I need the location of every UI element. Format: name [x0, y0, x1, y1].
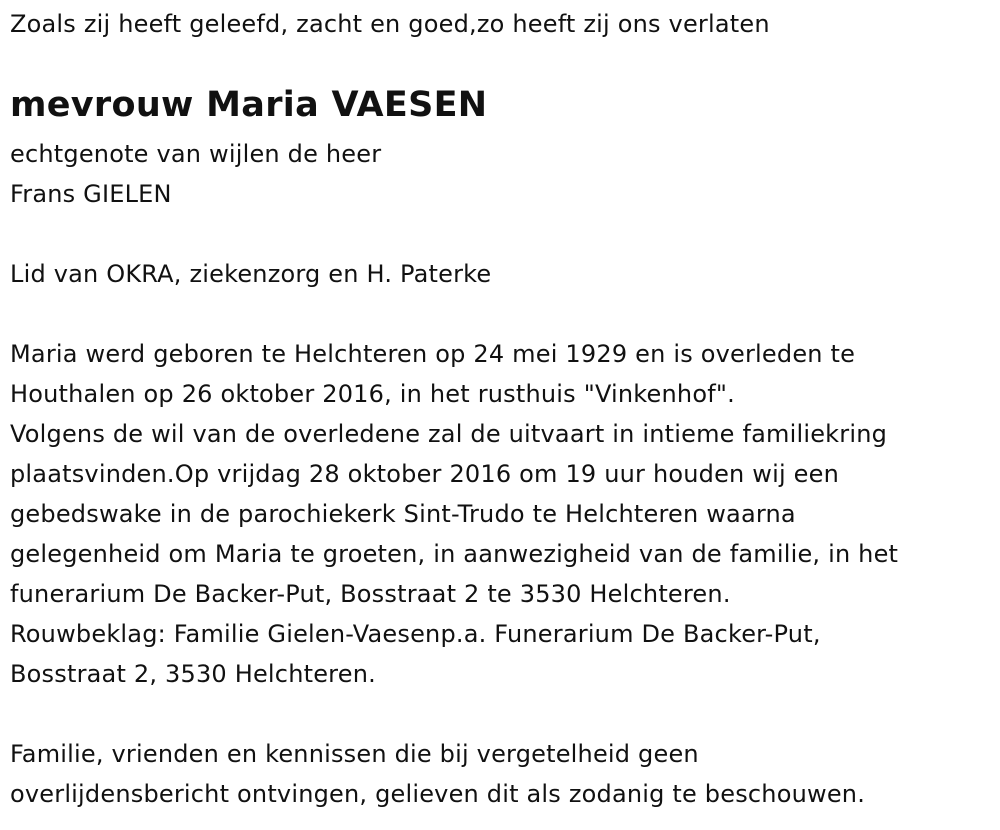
- body-line: Rouwbeklag: Familie Gielen-Vaesenp.a. Funerarium De Backer-Put,: [10, 620, 821, 648]
- spouse-name: Frans GIELEN: [10, 180, 172, 208]
- closing-line: overlijdensbericht ontvingen, gelieven dit als zodanig te beschouwen.: [10, 780, 866, 808]
- body-line: gelegenheid om Maria te groeten, in aanwezigheid van de familie, in het: [10, 540, 899, 568]
- closing-line: Familie, vrienden en kennissen die bij vergetelheid geen: [10, 740, 699, 768]
- motto-line: Zoals zij heeft geleefd, zacht en goed,zo heeft zij ons verlaten: [10, 10, 770, 38]
- body-line: Bosstraat 2, 3530 Helchteren.: [10, 660, 376, 688]
- spouse-relation: echtgenote van wijlen de heer: [10, 140, 382, 168]
- body-line: plaatsvinden.Op vrijdag 28 oktober 2016 om 19 uur houden wij een: [10, 460, 840, 488]
- membership-line: Lid van OKRA, ziekenzorg en H. Paterke: [10, 260, 492, 288]
- body-line: Houthalen op 26 oktober 2016, in het rusthuis "Vinkenhof".: [10, 380, 735, 408]
- body-line: Maria werd geboren te Helchteren op 24 mei 1929 en is overleden te: [10, 340, 856, 368]
- body-line: Volgens de wil van de overledene zal de uitvaart in intieme familiekring: [10, 420, 888, 448]
- deceased-name: mevrouw Maria VAESEN: [10, 85, 488, 125]
- body-line: gebedswake in de parochiekerk Sint-Trudo te Helchteren waarna: [10, 500, 796, 528]
- body-line: funerarium De Backer-Put, Bosstraat 2 te 3530 Helchteren.: [10, 580, 731, 608]
